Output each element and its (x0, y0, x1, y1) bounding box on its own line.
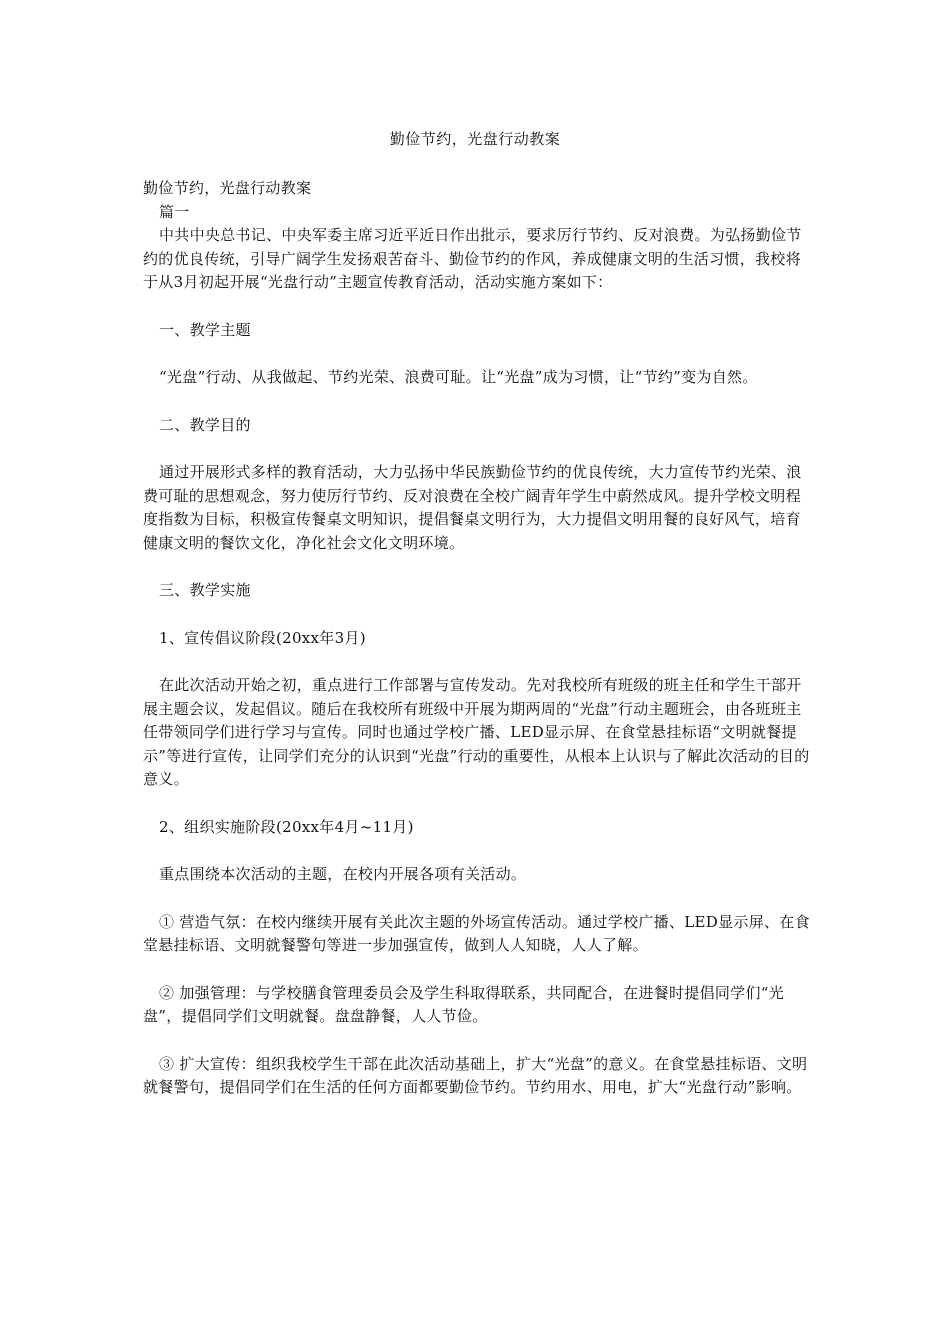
section-text-purpose: 通过开展形式多样的教育活动，大力弘扬中华民族勤俭节约的优良传统，大力宣传节约光荣、浪费可耻的思想观念，努力使厉行节约、反对浪费在全校广阔青年学生中蔚然成风。提升学校文明程度指数为目标，积极宣传餐桌文明知识，提倡餐桌文明行为，大力提倡文明用餐的良好风气，培育健康文明的餐饮文化，净化社会文化文明环境。 (143, 463, 802, 552)
intro-paragraph: 中共中央总书记、中央军委主席习近平近日作出批示，要求厉行节约、反对浪费。为弘扬勤俭节约的优良传统，引导广阔学生发扬艰苦奋斗、勤俭节约的作风，养成健康文明的生活习惯，我校将于从3月初起开展“光盘行动”主题宣传教育活动，活动实施方案如下： (143, 226, 802, 291)
section-heading-theme: 一、教学主题 (159, 320, 251, 339)
document-subtitle: 勤俭节约，光盘行动教案 (143, 179, 312, 197)
list-item-publicity: ③ 扩大宣传：组织我校学生干部在此次活动基础上，扩大“光盘”的意义。在食堂悬挂标语、文明就餐警句，提倡同学们在生活的任何方面都要勤俭节约。节约用水、用电，扩大“光盘行动”影响。 (143, 1054, 808, 1096)
list-item-atmosphere: ① 营造气氛：在校内继续开展有关此次主题的外场宣传活动。通过学校广播、LED显示屏、在食堂悬挂标语、文明就餐警句等进一步加强宣传，做到人人知晓，人人了解。 (143, 912, 810, 954)
stage-text-2: 重点围绕本次活动的主题，在校内开展各项有关活动。 (159, 865, 527, 883)
section-heading-implementation: 三、教学实施 (159, 581, 251, 599)
section-text-theme: “光盘”行动、从我做起、节约光荣、浪费可耻。让“光盘”成为习惯，让“节约”变为自然。 (159, 368, 758, 386)
section-heading-purpose: 二、教学目的 (159, 415, 251, 434)
stage-heading-2: 2、组织实施阶段(20xx年4月~11月) (159, 817, 414, 836)
document-body (143, 177, 815, 1100)
list-item-management: ② 加强管理：与学校膳食管理委员会及学生科取得联系，共同配合，在进餐时提倡同学们“光盘”，提倡同学们文明就餐。盘盘静餐，人人节俭。 (143, 983, 785, 1025)
part-label: 篇一 (159, 202, 190, 221)
stage-text-1: 在此次活动开始之初，重点进行工作部署与宣传发动。先对我校所有班级的班主任和学生干部开展主题会议，发起倡议。随后在我校所有班级中开展为期两周的“光盘”行动主题班会，由各班班主任带领同学们进行学习与宣传。同时也通过学校广播、LED显示屏、在食堂悬挂标语“文明就餐提示”等进行宣传，让同学们充分的认识到“光盘”行动的重要性，从根本上认识与了解此次活动的目的意义。 (143, 676, 810, 788)
document-title: 勤俭节约，光盘行动教案 (389, 130, 561, 148)
stage-heading-1: 1、宣传倡议阶段(20xx年3月) (159, 628, 366, 647)
